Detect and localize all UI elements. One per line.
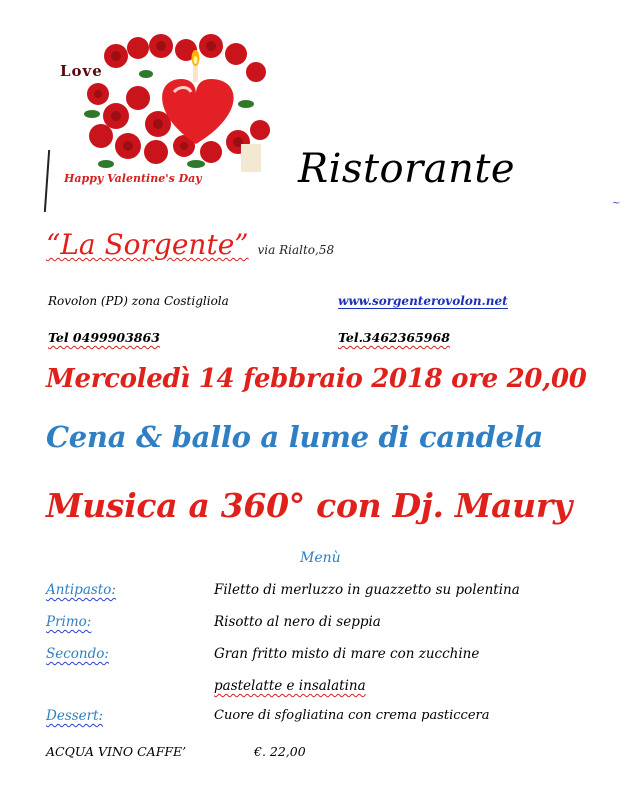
spellcheck-mark: ~ — [612, 198, 621, 209]
city-zone: Rovolon (PD) zona Costigliola — [48, 294, 229, 308]
course-label: Secondo: — [46, 646, 109, 662]
valentine-logo — [46, 34, 278, 192]
course-label: Antipasto: — [46, 582, 116, 598]
valentine-caption: Happy Valentine's Day — [64, 172, 202, 185]
menu-title: Menù — [300, 550, 341, 566]
event-tagline: Cena & ballo a lume di candela — [46, 420, 543, 454]
phone-2: Tel.3462365968 — [338, 330, 450, 345]
course-dish: Cuore di sfogliatina con crema pasticcera — [214, 708, 490, 723]
menu-price: €. 22,00 — [254, 744, 306, 759]
roses-heart-candle-icon — [46, 34, 278, 192]
phone-1: Tel 0499903863 — [48, 330, 160, 345]
drinks-included: ACQUA VINO CAFFE’ — [46, 744, 187, 759]
event-music: Musica a 360° con Dj. Maury — [46, 486, 572, 525]
event-date: Mercoledì 14 febbraio 2018 ore 20,00 — [46, 364, 587, 394]
course-label: Primo: — [46, 614, 92, 630]
course-dish: Gran fritto misto di mare con zucchine — [214, 646, 480, 662]
course-dish: Filetto di merluzzo in guazzetto su polentina — [214, 582, 520, 598]
course-label: Dessert: — [46, 708, 104, 724]
restaurant-name-line — [46, 228, 334, 261]
restaurant-address: via Rialto,58 — [257, 243, 335, 257]
course-dish: Risotto al nero di seppia — [214, 614, 381, 630]
website-link[interactable]: www.sorgenterovolon.net — [338, 294, 508, 308]
love-text: Love — [60, 62, 103, 80]
page-title: Ristorante — [298, 146, 516, 192]
course-dish-continued: pastelatte e insalatina — [214, 678, 366, 694]
restaurant-name: “La Sorgente” — [46, 228, 249, 261]
